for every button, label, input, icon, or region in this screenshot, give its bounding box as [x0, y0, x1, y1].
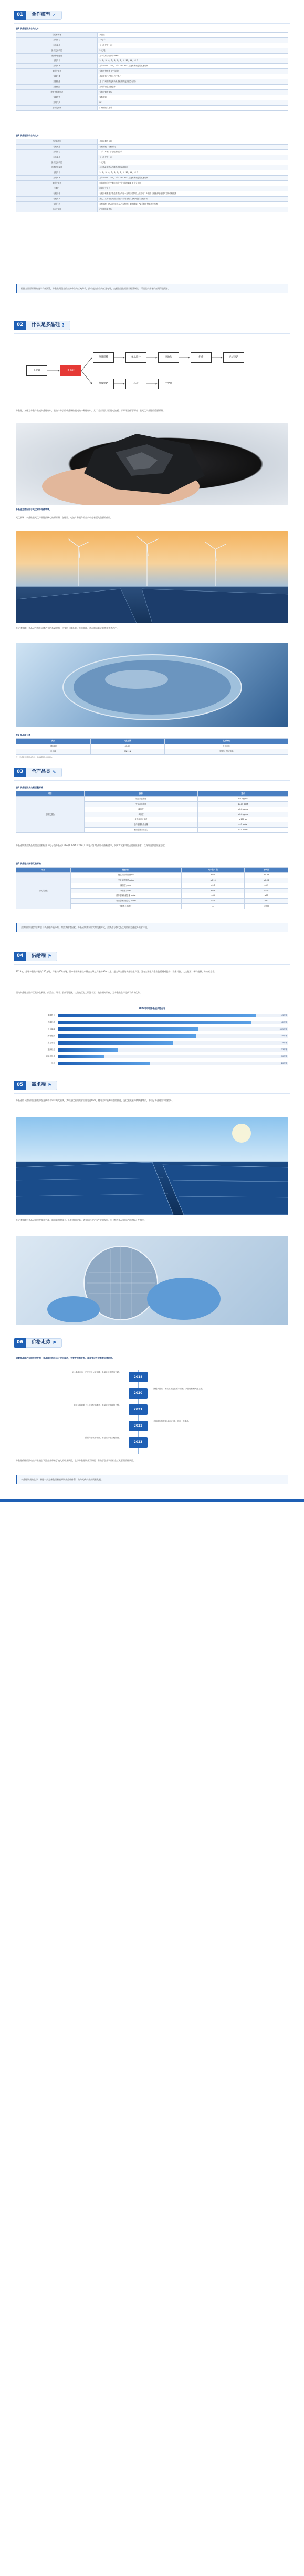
table-caption: 表3 多晶硅分类 — [16, 734, 31, 736]
table-cell: 3 吨/手 — [98, 37, 288, 43]
section-number: 06 — [14, 1338, 26, 1348]
table-row — [16, 191, 288, 197]
table-cell: 广州期货交易所 — [98, 207, 288, 212]
table-cell: 表面金属杂质含量 — [84, 828, 198, 833]
divider — [14, 964, 290, 965]
bar-track — [58, 1027, 288, 1031]
bar-track — [58, 1048, 288, 1052]
bar-row — [16, 1047, 288, 1053]
table-header: 应用领域 — [165, 738, 288, 744]
table-cell: 看涨期权：PS-合约月份-C-行权价格；看跌期权：PS-合约月份-P-行权价格 — [98, 202, 288, 207]
table-cell: 交割日期 — [16, 74, 98, 79]
table-header: 项目 — [16, 867, 71, 872]
table-cell: 元（人民币）/吨 — [98, 43, 288, 48]
bar-track — [58, 1021, 288, 1024]
bar-fill — [58, 1055, 104, 1058]
table-row — [16, 95, 288, 100]
footer-bar — [0, 1499, 304, 1502]
substitute-table — [16, 862, 288, 909]
table-cell: 上午 9:00-11:30，下午 1:30-3:00 及交易所规定的其他时间 — [98, 176, 288, 181]
table-cell: 光伏电池 — [165, 744, 288, 749]
table-cell: 交割方式 — [16, 95, 98, 100]
table-cell: ≤0.8 — [181, 888, 244, 893]
table-cell: 交易时间 — [16, 64, 98, 69]
table-row — [16, 32, 288, 37]
demand-paragraph-2: 半导体领域对多晶硅的纯度要求更高，需求量相对较小，但附加值较高。随着国内半导体产业的发展，电子级多晶硅的国产化进程正在加快。 — [16, 1219, 146, 1221]
bar-label: 丽豪半导体 — [46, 1055, 55, 1057]
table-row — [16, 74, 288, 79]
wafer-image — [16, 643, 288, 727]
node-module: 组件 — [191, 352, 212, 363]
table-cell: ≤1.0 — [245, 888, 288, 893]
table-cell: ≤1.5 — [245, 883, 288, 888]
table-cell: 行权价格覆盖多晶硅期货合约上一交易日结算价上下浮动 1.5 倍当日涨跌停板幅度对应的价格范围 — [98, 191, 288, 197]
table-row — [16, 149, 288, 155]
table-cell: 行权方式 — [16, 197, 98, 202]
section-title-text: 什么是多晶硅 — [32, 322, 60, 328]
flag-icon: ⚑ — [48, 1083, 52, 1088]
bar-track — [58, 1062, 288, 1065]
table-cell: ≤0.26 — [245, 878, 288, 883]
table-row — [16, 170, 288, 176]
table-header: 替代品 — [245, 867, 288, 872]
section-number: 03 — [14, 768, 26, 777]
timeline-year: 2018 — [129, 1372, 148, 1382]
section-title — [26, 768, 62, 777]
table-cell: 涨跌停板幅度 — [16, 53, 98, 58]
bar-value: 25万吨 — [281, 1041, 287, 1044]
flag-icon: ⚑ — [53, 1340, 57, 1346]
table-header: 电子级 3 级 — [181, 867, 244, 872]
table-cell: 交易单位 — [16, 149, 98, 155]
industry-chain-diagram — [16, 339, 288, 402]
table-row — [16, 48, 288, 53]
section-header-03 — [14, 768, 62, 777]
table-header: 项目 — [16, 791, 85, 796]
bar-label: 亚洲硅业 — [47, 1048, 55, 1051]
timeline-item — [16, 1370, 288, 1386]
table-cell: 看涨期权、看跌期权 — [98, 144, 288, 149]
table-cell: -5000 — [245, 904, 288, 909]
table-cell: ≤0.15 — [181, 878, 244, 883]
bar-row — [16, 1026, 288, 1032]
table-cell: 合约标的物 — [16, 32, 98, 37]
table-cell: 交割品级 — [16, 79, 98, 85]
table-row — [16, 155, 288, 160]
section-header-06 — [14, 1338, 62, 1348]
table-cell: ≤30 — [245, 899, 288, 904]
timeline-item — [16, 1435, 288, 1451]
table-caption: 表5 多晶硅交割替代品标准 — [16, 862, 41, 865]
futures-contract-table — [16, 27, 288, 111]
table-cell: 上一交易日结算价 ±4% — [98, 53, 288, 58]
usage-semi-text: 半导体领域：多晶硅作为半导体产业的基础材料，主要用于制备电子级单晶硅，进而制造集成电路和各类芯片。 — [16, 627, 119, 629]
table-cell: 报价单位 — [16, 155, 98, 160]
section-title — [26, 952, 57, 961]
table-cell: 与多晶硅期货合约涨跌停板幅度相同 — [98, 165, 288, 170]
bar-fill — [58, 1027, 198, 1031]
bar-value: 10万吨 — [281, 1055, 287, 1057]
bar-value: 30万吨 — [281, 1034, 287, 1037]
timeline-text-right: 多晶硅价格突破30万元/吨，创近十年新高。 — [153, 1420, 191, 1422]
table-cell: 交易时间 — [16, 176, 98, 181]
node-pv-station: 光伏电站 — [223, 352, 244, 363]
usage-pv-text: 光伏领域：多晶硅是光伏产业链最核心的原材料，在硅片、电池片和组件的生产中起着至关重要的作用。 — [16, 516, 112, 519]
section-number: 05 — [14, 1081, 26, 1090]
bar-row — [16, 1054, 288, 1060]
timeline-item — [16, 1419, 288, 1434]
wafer-handling-image — [16, 1236, 288, 1325]
section-title — [26, 1081, 57, 1090]
table-cell: 基准交割品 — [16, 796, 85, 833]
section-header-02 — [14, 321, 70, 330]
timeline-item — [16, 1386, 288, 1402]
wafer-photo — [16, 643, 288, 727]
timeline-text-left: 531新政出台，光伏补贴大幅退坡，多晶硅价格快速下跌。 — [71, 1371, 121, 1373]
bar-track — [58, 1034, 288, 1038]
table-row — [16, 85, 288, 90]
table-cell: 实物交割 — [98, 95, 288, 100]
table-cell: 最小变动价位 — [16, 48, 98, 53]
table-cell: 合约标的物 — [16, 139, 98, 144]
price-paragraph: 多晶硅价格的波动给产业链上下游企业带来了较大的经营风险，上市多晶硅期货及期权，有助于企业利用衍生工具管理价格风险。 — [16, 1459, 135, 1462]
node-chip: 芯片 — [125, 379, 146, 389]
divider — [14, 333, 290, 334]
table-row — [16, 165, 288, 170]
closing-paragraph: 多晶硅期货的上市，将进一步完善我国新能源期货品种体系，助力光伏产业高质量发展。 — [16, 1475, 288, 1484]
table-cell: 最后交易日 — [16, 69, 98, 74]
table-cell: 合约月份 — [16, 170, 98, 176]
bar-row — [16, 1013, 288, 1019]
table-cell: 9N-11N — [90, 749, 165, 754]
table-row — [16, 53, 288, 58]
table-row — [16, 105, 288, 110]
solar-panel-image — [16, 1117, 288, 1215]
table-cell: ≤50 — [245, 893, 288, 899]
bar-fill — [58, 1021, 251, 1024]
table-row — [16, 202, 288, 207]
bar-value: 20万吨 — [281, 1062, 287, 1064]
timeline-text-left: 新增产能集中释放，多晶硅价格大幅回落。 — [85, 1437, 121, 1439]
table-cell: ≤0.8 ppma — [198, 807, 288, 812]
section-title-text: 合作模型 — [32, 12, 51, 18]
timeline-year: 2023 — [129, 1437, 148, 1448]
demand-paragraph-1: 多晶硅的下游应用主要集中在光伏和半导体两大领域，其中光伏领域需求占比超过95%。随着全球能源转型的推进，光伏装机量持续快速增长，带动了多晶硅需求的提升。 — [16, 1099, 174, 1102]
capacity-bar-chart — [16, 1007, 288, 1067]
table-note: 注：多晶硅纯度用N表示，如6N即99.9999%。 — [16, 756, 54, 758]
table-cell: ≤0.68 — [245, 872, 288, 878]
divider — [14, 1093, 290, 1094]
section-title-text: 价格走势 — [32, 1340, 51, 1346]
bar-fill — [58, 1034, 196, 1038]
table-row — [16, 69, 288, 74]
section-title-text: 供给端 — [32, 953, 46, 959]
table-cell: 受主杂质浓度 — [84, 801, 198, 807]
table-cell: 报价单位 — [16, 43, 98, 48]
table-cell: 交易所指定交割仓库 — [98, 85, 288, 90]
table-cell: 上午 9:00-11:30，下午 1:30-3:00 及交易所规定的其他时间 — [98, 64, 288, 69]
table-row — [16, 176, 288, 181]
table-row — [16, 796, 288, 801]
table-row — [16, 181, 288, 186]
bar-label: 协鑫科技 — [47, 1021, 55, 1023]
bar-fill — [58, 1041, 173, 1045]
section-header-01 — [14, 11, 62, 20]
table-cell: ≤15 ppbw — [198, 822, 288, 828]
bar-value: 42万吨 — [281, 1021, 287, 1023]
divider — [14, 23, 290, 24]
timeline-year: 2020 — [129, 1388, 148, 1399]
polysilicon-definition: 多晶硅，又称为多晶体硅或多晶硅材料，是由许多小的单晶颗粒组成的一种硅材料。其广泛应用于太阳能电池板、半导体器件等领域，是光伏产业链的重要原料。 — [16, 409, 165, 412]
chart-title: 2023年中国多晶硅产能分布 — [138, 1007, 166, 1010]
table-row — [16, 207, 288, 212]
bar-row — [16, 1020, 288, 1025]
table-caption: 表2 多晶硅期权合约文本 — [16, 134, 39, 137]
table-cell: 氧浓度 ppma — [70, 888, 181, 893]
table-cell: 交易代码 — [16, 202, 98, 207]
bar-label: 新特能源 — [47, 1034, 55, 1037]
table-row — [16, 139, 288, 144]
section-header-05 — [14, 1081, 57, 1090]
table-row — [16, 160, 288, 165]
table-cell: 基体金属杂质含量 ppbw — [70, 893, 181, 899]
table-row — [16, 43, 288, 48]
polysilicon-chunk-photo — [16, 423, 288, 505]
table-header: 指标 — [84, 791, 198, 796]
table-cell: 碳浓度 — [84, 807, 198, 812]
bar-value: 43万吨 — [281, 1014, 287, 1016]
table-row — [16, 744, 288, 749]
table-header: 纯度范围 — [90, 738, 165, 744]
table-cell: 最小变动价位 — [16, 160, 98, 165]
bar-value: 30.5万吨 — [279, 1027, 287, 1030]
table-cell: ≤0.15 ppba — [198, 801, 288, 807]
section-number: 04 — [14, 952, 26, 961]
node-cell: 电池片 — [158, 352, 179, 363]
bar-fill — [58, 1062, 150, 1065]
table-cell: ≤0.5 — [181, 872, 244, 878]
table-cell: 多晶硅期货合约 — [98, 139, 288, 144]
spec-paragraph: 多晶硅期货交割品需满足国家标准《电子级多晶硅》（GB/T 12963-2022）中电子级3级的各项指标要求，同时对致密料的占比作出要求，以保证交割品质量稳定。 — [16, 844, 167, 847]
pen-icon: ✎ — [53, 770, 56, 775]
table-caption: 表1 多晶硅期货合约文本 — [16, 27, 39, 30]
section-title — [26, 1338, 62, 1348]
bar-fill — [58, 1048, 118, 1052]
polysilicon-chunk-image — [16, 423, 288, 505]
bar-track — [58, 1041, 288, 1045]
node-mono-wafer: 单晶硅片 — [125, 352, 146, 363]
quality-standard-table — [16, 786, 288, 833]
solar-farm-image — [16, 531, 288, 623]
table-cell: — — [181, 904, 244, 909]
table-row — [16, 64, 288, 69]
section-title — [26, 11, 62, 20]
table-cell: ≥100 μs — [198, 817, 288, 822]
industry-chain-arrows — [16, 339, 288, 402]
table-cell: 最后交易日 — [16, 181, 98, 186]
table-cell: 电子级 — [16, 749, 91, 754]
table-cell: 同最后交易日 — [98, 186, 288, 191]
table-cell: 施主杂质浓度 — [84, 796, 198, 801]
bar-value: 13万吨 — [281, 1048, 287, 1051]
table-row — [16, 37, 288, 43]
table-row — [16, 58, 288, 64]
bar-label: 通威股份 — [47, 1014, 55, 1016]
bar-label: 大全能源 — [47, 1027, 55, 1030]
table-row — [16, 100, 288, 105]
table-cell: 1、2、3、4、5、6、7、8、9、10、11、12 月 — [98, 170, 288, 176]
table-caption: 表4 多晶硅期货交割质量标准 — [16, 786, 44, 789]
table-cell: 合约月份 — [16, 58, 98, 64]
bar-label: 其他 — [51, 1062, 55, 1064]
table-cell: 行权价格 — [16, 191, 98, 197]
table-cell: 合约月份的第 5 个交易日 — [98, 69, 288, 74]
question-icon: ? — [62, 323, 65, 328]
table-cell: 广州期货交易所 — [98, 105, 288, 110]
node-semiconductor: 半导体 — [158, 379, 179, 389]
table-cell: 1、2、3、4、5、6、7、8、9、10、11、12 月 — [98, 58, 288, 64]
table-cell: 合约价值的 5% — [98, 90, 288, 95]
table-cell: 合约类型 — [16, 144, 98, 149]
section-number: 02 — [14, 321, 26, 330]
table-cell: 6N-9N — [90, 744, 165, 749]
table-cell: 表面金属杂质含量 ppbw — [70, 899, 181, 904]
price-intro: 随着多晶硅产业的快速发展，多晶硅价格经历了较大波动，主要受供需关系、成本变化及政策等因素影响。 — [16, 1357, 114, 1359]
table-header: 要求 — [198, 791, 288, 796]
bar-track — [58, 1055, 288, 1058]
table-cell: 碳浓度 ppma — [70, 883, 181, 888]
table-row — [16, 144, 288, 149]
table-cell: 上市交易所 — [16, 207, 98, 212]
table-row — [16, 186, 288, 191]
table-cell: 升贴水（元/吨） — [70, 904, 181, 909]
table-cell: ≤0.8 — [181, 883, 244, 888]
table-cell: 交易代码 — [16, 100, 98, 105]
timeline-text-right: 新疆多晶硅厂事故叠加光伏需求回暖，多晶硅价格大幅上涨。 — [153, 1388, 205, 1390]
table-cell: 半导体、集成电路 — [165, 749, 288, 754]
timeline-year: 2022 — [129, 1421, 148, 1431]
bar-row — [16, 1040, 288, 1046]
table-cell: 元（人民币）/吨 — [98, 155, 288, 160]
section-header-04 — [14, 952, 57, 961]
table-cell: 施主杂质浓度 ppba — [70, 872, 181, 878]
table-header: 检验项目 — [70, 867, 181, 872]
wafer-handling-photo — [16, 1236, 288, 1325]
table-cell: 最后交易日后第 3 个交易日 — [98, 74, 288, 79]
table-cell: 受主杂质浓度 ppba — [70, 878, 181, 883]
table-cell: 见《广州期货交易所多晶硅期货交割质量标准》 — [98, 79, 288, 85]
bar-row — [16, 1033, 288, 1039]
options-contract-table — [16, 134, 288, 212]
table-cell: ≤0.5 ppba — [198, 796, 288, 801]
table-cell: 替代交割品 — [16, 872, 71, 909]
table-cell: ≤15 — [181, 893, 244, 899]
timeline-item — [16, 1402, 288, 1418]
table-cell: 交割地点 — [16, 85, 98, 90]
node-polysilicon: 多晶硅 — [60, 365, 81, 376]
table-cell: 1 元/吨 — [98, 160, 288, 165]
node-mono-ingot: 单晶硅棒 — [93, 352, 114, 363]
flag-icon: ⚑ — [48, 954, 52, 959]
table-row — [16, 872, 288, 878]
section-title — [26, 321, 70, 330]
table-row — [16, 197, 288, 202]
table-cell: 美式。买方可在到期日前任一交易日的交易时间提交行权申请 — [98, 197, 288, 202]
table-cell: ≤15 ppbw — [198, 828, 288, 833]
section-number: 01 — [14, 11, 26, 20]
table-row — [16, 749, 288, 754]
timeline-year: 2021 — [129, 1404, 148, 1415]
table-cell: 多晶硅 — [98, 32, 288, 37]
bar-row — [16, 1061, 288, 1066]
table-cell: 5 元/吨 — [98, 48, 288, 53]
table-cell: 基体金属杂质含量 — [84, 822, 198, 828]
bar-track — [58, 1014, 288, 1017]
divider — [14, 780, 290, 781]
bar-fill — [58, 1014, 256, 1017]
table-cell: 涨跌停板幅度 — [16, 165, 98, 170]
table-cell: 少数载流子寿命 — [84, 817, 198, 822]
table-cell: PS — [98, 100, 288, 105]
table-cell: 1 手（3 吨）多晶硅期货合约 — [98, 149, 288, 155]
table-cell: ≤15 — [181, 899, 244, 904]
table-cell: 标的期货合约交割月份前一个月的倒数第 5 个交易日 — [98, 181, 288, 186]
table-cell: ≤0.8 ppma — [198, 812, 288, 817]
table-cell: 上市交易所 — [16, 105, 98, 110]
supply-paragraph-2: 国内多晶硅主要产区集中在新疆、内蒙古、四川、云南等地区，这些地区电力资源丰富，电价相对较低，为多晶硅生产提供了成本优势。 — [16, 991, 142, 994]
table-cell: 到期日 — [16, 186, 98, 191]
check-icon: ✓ — [53, 13, 56, 18]
node-industrial-silicon: 工业硅 — [26, 365, 47, 376]
table-cell: 太阳能级 — [16, 744, 91, 749]
supply-paragraph-1: 2023年，全球多晶硅产能约225万吨，产量约150万吨，其中中国多晶硅产量占全球总产量的90%以上，是全球主要的多晶硅生产国。国内主要生产企业包括通威股份、协鑫科技、大全能源、新特能源、东方希望等。 — [16, 970, 217, 973]
price-timeline — [16, 1370, 288, 1454]
table-cell: 最低交易保证金 — [16, 90, 98, 95]
solar-farm-photo — [16, 531, 288, 623]
intro-paragraph: 根据主要原材料的投产节奏测算，多晶硅期货合约交割单位为三吨每手，最小变动价位为五元每吨，交割品级依据国家标准制定，可满足产业客户套期保值需求。 — [16, 284, 288, 293]
classification-table — [16, 734, 288, 759]
solar-panel-photo — [16, 1117, 288, 1215]
table-header: 类别 — [16, 738, 91, 744]
table-cell: 氧浓度 — [84, 812, 198, 817]
table-row — [16, 90, 288, 95]
bar-label: 东方希望 — [47, 1041, 55, 1044]
section-title-text: 全产品类 — [32, 769, 51, 775]
node-ic: 集成电路 — [93, 379, 114, 389]
delivery-paragraph: 交割库的设置综合考虑了多晶硅产能分布、物流条件等因素。多晶硅期货采用实物交割方式，交割品与替代品之间的价差通过升贴水体现。 — [16, 923, 288, 932]
usage-title: 多晶硅主要应用于光伏和半导体领域。 — [16, 508, 51, 511]
table-row — [16, 79, 288, 85]
table-cell: 交易单位 — [16, 37, 98, 43]
section-title-text: 需求端 — [32, 1082, 46, 1088]
timeline-text-left: 能耗双控政策下工业硅价格飙升，多晶硅价格持续上涨。 — [74, 1404, 121, 1406]
